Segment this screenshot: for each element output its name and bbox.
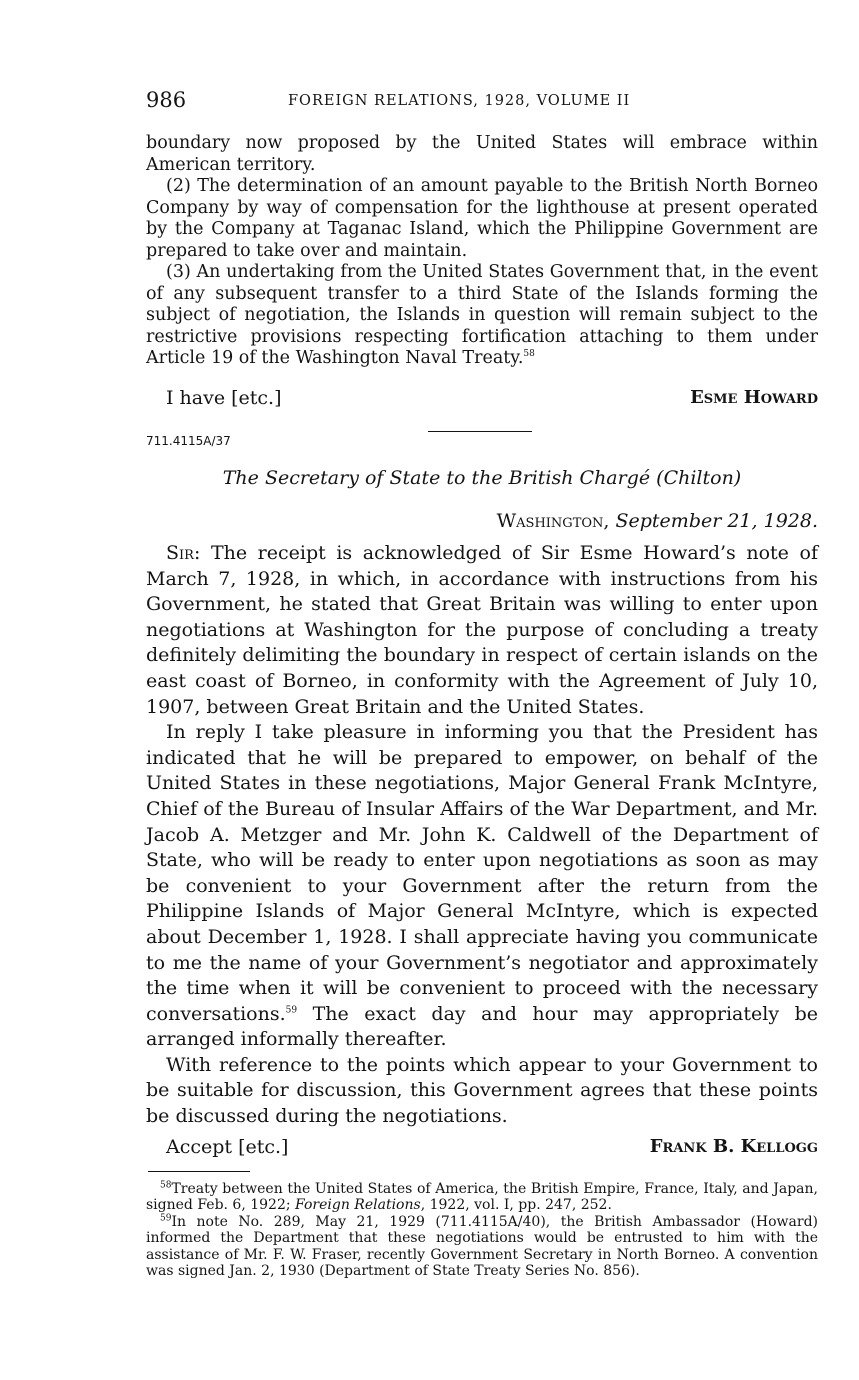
body-paragraph-2-tail: The exact day and hour may appropriately be arranged informally thereafter.: [146, 1002, 818, 1051]
dateline: [497, 510, 818, 532]
continued-letter: [146, 133, 818, 370]
document-closing: Accept [etc.]: [166, 1136, 289, 1158]
footnote-59-text: In note No. 289, May 21, 1929 (711.4115A/40), the British Ambassador (Howard) informed the Department that these negotiations would be entrusted to him with the assistance of Mr. F. W. Fraser, recently Government Secretary in North Borneo. A convention was signed Jan. 2, 1930 (Department of State Treaty Series No. 856).: [146, 1213, 818, 1280]
running-head: FOREIGN RELATIONS, 1928, VOLUME II: [288, 93, 631, 109]
letter-body: [146, 541, 818, 1130]
footnote-ref-59: 59: [285, 1005, 298, 1016]
dateline-date: September 21, 1928.: [615, 510, 818, 532]
footnote-58: [146, 1181, 818, 1214]
footnote-58-title: Foreign Relations: [295, 1197, 421, 1214]
body-paragraph-3: With reference to the points which appear to your Government to be suitable for discussion, this Government agrees that these points be discussed during the negotiations.: [146, 1053, 818, 1128]
body-paragraph-2-text: In reply I take pleasure in informing you that the President has indicated that he will be prepared to empower, on behalf of the United States in these negotiations, Major General Frank McIntyre, Chief of the Bureau of Insular Affairs of the War Department, and Mr. Jacob A. Metzger and Mr. John K. Caldwell of the Department of State, who will be ready to enter upon negotiations as soon as may be convenient to your Government after the return from the Philippine Islands of Major General McIntyre, which is expected about December 1, 1928. I shall appreciate having you communicate to me the name of your Government’s negotiator and approximately the time when it will be convenient to proceed with the necessary conversations.: [146, 721, 818, 1025]
dateline-place: Washington,: [496, 510, 610, 532]
document-title: The Secretary of State to the British Chargé (Chilton): [222, 467, 742, 489]
file-number: 711.4115A/37: [146, 434, 231, 448]
footnotes: [146, 1181, 818, 1279]
footnote-58-citation: , 1922, vol. I, pp. 247, 252.: [420, 1197, 612, 1214]
footnote-marker: 58: [160, 1180, 172, 1191]
list-item-2: (2) The determination of an amount payable to the British North Borneo Company by way of compensation for the lighthouse at present operated by the Company at Taganac Island, which the Philippine Government are prepared to take over and maintain.: [146, 176, 818, 261]
body-paragraph-2: [146, 720, 818, 1053]
page-header: [146, 88, 818, 118]
document-signature: Frank B. Kellogg: [649, 1136, 818, 1157]
list-item-3: [146, 262, 818, 370]
footnote-ref-58: 58: [523, 349, 535, 360]
salutation: Sir:: [166, 542, 201, 564]
footnote-marker: 59: [160, 1213, 172, 1224]
footnote-58-text: Treaty between the United States of America, the British Empire, France, Italy, and Japan, signed Feb. 6, 1922;: [146, 1181, 818, 1214]
closing: I have [etc.]: [166, 387, 282, 409]
body-paragraph-1-text: The receipt is acknowledged of Sir Esme Howard’s note of March 7, 1928, in which, in accordance with instructions from his Government, he stated that Great Britain was willing to enter upon negotiations at Washington for the purpose of concluding a treaty definitely delimiting the boundary in respect of certain islands on the east coast of Borneo, in conformity with the Agreement of July 10, 1907, between Great Britain and the United States.: [146, 542, 818, 718]
footnote-rule: [148, 1171, 250, 1172]
body-paragraph-1: [146, 541, 818, 720]
signature: Esme Howard: [690, 387, 818, 408]
page-number: 986: [146, 88, 187, 112]
list-item-3-text: (3) An undertaking from the United States Government that, in the event of any subsequent transfer to a third State of the Islands forming the subject of negotiation, the Islands in question will remain subject to the restrictive provisions respecting fortification attaching to them under Article 19 of the Washington Naval Treaty.: [146, 262, 818, 368]
continued-paragraph: boundary now proposed by the United States will embrace within American territory.: [146, 133, 818, 175]
footnote-59: [146, 1214, 818, 1280]
section-divider: [428, 431, 532, 432]
